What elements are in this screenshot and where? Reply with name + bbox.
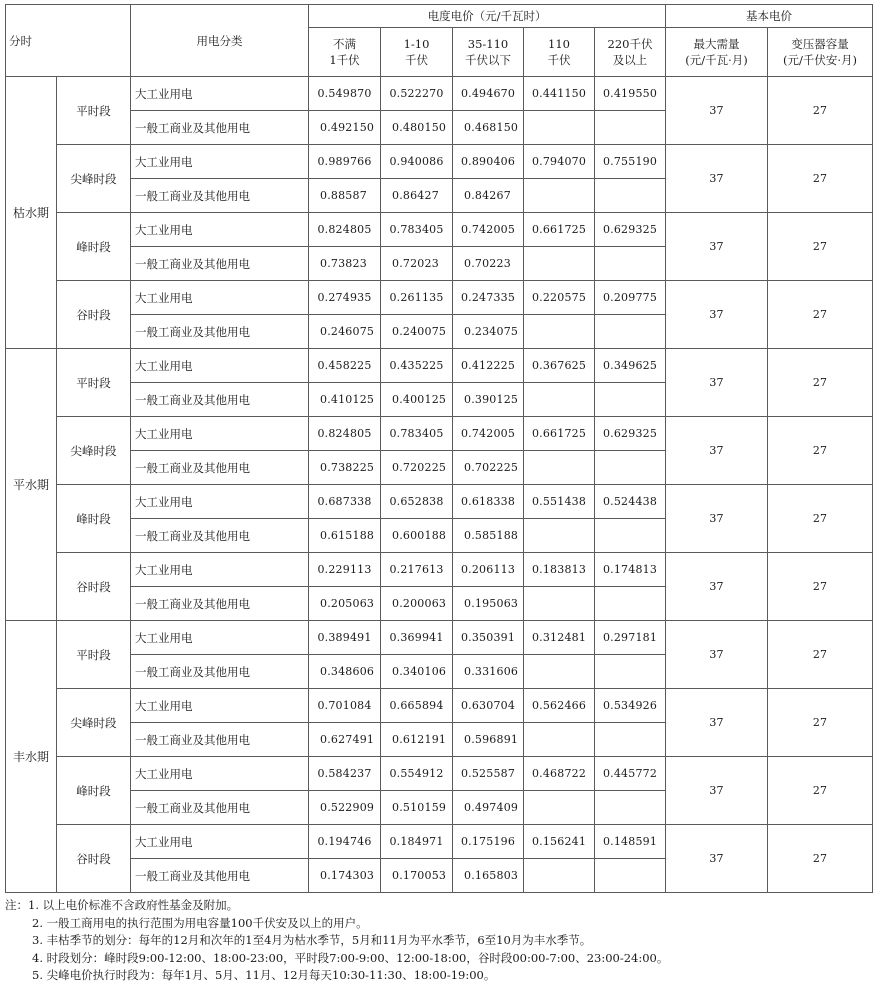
price-cell: 0.522909: [309, 791, 381, 825]
voltage-level-header: [309, 28, 381, 77]
price-cell: 0.350391: [453, 621, 524, 655]
price-cell: 0.170053: [381, 859, 453, 893]
price-cell: 0.534926: [595, 689, 666, 723]
category-label: 一般工商业及其他用电: [131, 247, 309, 281]
footnote-line: 2. 一般工商用电的执行范围为用电容量100千伏安及以上的用户。: [32, 915, 368, 930]
max-demand-price: 37: [666, 553, 768, 621]
price-cell: 0.274935: [309, 281, 381, 315]
price-cell: 0.497409: [453, 791, 524, 825]
footnote-line: 4. 时段划分：峰时段9:00-12:00、18:00-23:00，平时段7:00-9:00、12:00-18:00，谷时段00:00-7:00、23:00-24:00。: [32, 950, 669, 965]
category-label: 一般工商业及其他用电: [131, 791, 309, 825]
price-cell: 0.217613: [381, 553, 453, 587]
footnotes: [5, 897, 877, 985]
category-column-header: 用电分类: [131, 5, 309, 77]
price-cell: 0.412225: [453, 349, 524, 383]
table-row: [6, 349, 873, 383]
price-cell: [524, 451, 595, 485]
voltage-level-line1: 110: [548, 37, 570, 51]
price-cell: 0.194746: [309, 825, 381, 859]
price-cell: 0.494670: [453, 77, 524, 111]
transformer-capacity-price: 27: [768, 417, 873, 485]
period-label: 尖峰时段: [57, 417, 131, 485]
price-cell: 0.247335: [453, 281, 524, 315]
price-cell: 0.652838: [381, 485, 453, 519]
period-label: 峰时段: [57, 757, 131, 825]
price-cell: 0.525587: [453, 757, 524, 791]
price-cell: 0.742005: [453, 213, 524, 247]
price-cell: 0.195063: [453, 587, 524, 621]
max-demand-price: 37: [666, 757, 768, 825]
price-cell: [524, 383, 595, 417]
period-label: 尖峰时段: [57, 689, 131, 757]
transformer-capacity-header: [768, 28, 873, 77]
price-cell: 0.522270: [381, 77, 453, 111]
footnote-line: 注：1. 以上电价标准不含政府性基金及附加。: [5, 898, 239, 912]
period-label: 尖峰时段: [57, 145, 131, 213]
period-label: 谷时段: [57, 553, 131, 621]
price-cell: 0.510159: [381, 791, 453, 825]
category-label: 一般工商业及其他用电: [131, 179, 309, 213]
price-cell: [524, 179, 595, 213]
price-cell: 0.184971: [381, 825, 453, 859]
price-cell: 0.148591: [595, 825, 666, 859]
price-cell: [595, 519, 666, 553]
price-cell: [595, 315, 666, 349]
price-cell: [595, 723, 666, 757]
max-demand-price: 37: [666, 485, 768, 553]
period-label: 峰时段: [57, 213, 131, 281]
price-cell: 0.687338: [309, 485, 381, 519]
transformer-capacity-price: 27: [768, 213, 873, 281]
price-cell: 0.738225: [309, 451, 381, 485]
category-label: 大工业用电: [131, 553, 309, 587]
price-cell: 0.549870: [309, 77, 381, 111]
price-cell: 0.367625: [524, 349, 595, 383]
max-demand-price: 37: [666, 281, 768, 349]
price-cell: 0.596891: [453, 723, 524, 757]
voltage-level-line1: 220千伏: [607, 37, 653, 51]
price-cell: 0.480150: [381, 111, 453, 145]
max-demand-price: 37: [666, 621, 768, 689]
voltage-level-header: [381, 28, 453, 77]
period-column-header: 分时: [6, 5, 131, 77]
voltage-level-line2: 1千伏: [329, 53, 360, 67]
price-cell: 0.389491: [309, 621, 381, 655]
table-row: [6, 281, 873, 315]
table-row: [6, 553, 873, 587]
basic-col-line1: 变压器容量: [791, 37, 849, 51]
price-cell: 0.175196: [453, 825, 524, 859]
price-cell: 0.340106: [381, 655, 453, 689]
price-cell: 0.468722: [524, 757, 595, 791]
price-cell: 0.312481: [524, 621, 595, 655]
price-cell: 0.441150: [524, 77, 595, 111]
max-demand-price: 37: [666, 145, 768, 213]
price-cell: 0.665894: [381, 689, 453, 723]
max-demand-price: 37: [666, 213, 768, 281]
price-cell: 0.562466: [524, 689, 595, 723]
season-label: 丰水期: [6, 621, 57, 893]
category-label: 一般工商业及其他用电: [131, 587, 309, 621]
category-label: 一般工商业及其他用电: [131, 655, 309, 689]
transformer-capacity-price: 27: [768, 689, 873, 757]
price-cell: 0.234075: [453, 315, 524, 349]
transformer-capacity-price: 27: [768, 553, 873, 621]
price-cell: [524, 723, 595, 757]
price-cell: 0.156241: [524, 825, 595, 859]
voltage-level-header: [524, 28, 595, 77]
price-cell: [595, 587, 666, 621]
price-cell: 0.627491: [309, 723, 381, 757]
price-cell: [524, 519, 595, 553]
category-label: 一般工商业及其他用电: [131, 451, 309, 485]
table-row: [6, 77, 873, 111]
price-cell: 0.458225: [309, 349, 381, 383]
period-label: 平时段: [57, 621, 131, 689]
voltage-level-line2: 千伏: [405, 53, 428, 67]
period-label: 峰时段: [57, 485, 131, 553]
voltage-level-header: [595, 28, 666, 77]
price-cell: 0.86427: [381, 179, 453, 213]
price-cell: 0.209775: [595, 281, 666, 315]
price-cell: 0.824805: [309, 213, 381, 247]
price-cell: 0.206113: [453, 553, 524, 587]
category-label: 大工业用电: [131, 485, 309, 519]
voltage-level-header: [453, 28, 524, 77]
price-cell: 0.229113: [309, 553, 381, 587]
price-cell: 0.629325: [595, 417, 666, 451]
price-cell: [595, 451, 666, 485]
price-cell: 0.584237: [309, 757, 381, 791]
price-cell: 0.585188: [453, 519, 524, 553]
transformer-capacity-price: 27: [768, 349, 873, 417]
price-cell: 0.200063: [381, 587, 453, 621]
category-label: 一般工商业及其他用电: [131, 383, 309, 417]
footnote-line: 5. 尖峰电价执行时段为：每年1月、5月、11月、12月每天10:30-11:30、18:00-19:00。: [32, 968, 496, 982]
category-label: 大工业用电: [131, 213, 309, 247]
price-cell: 0.400125: [381, 383, 453, 417]
price-cell: 0.261135: [381, 281, 453, 315]
category-label: 一般工商业及其他用电: [131, 315, 309, 349]
table-row: [6, 825, 873, 859]
category-label: 大工业用电: [131, 349, 309, 383]
transformer-capacity-price: 27: [768, 485, 873, 553]
price-cell: [524, 859, 595, 893]
max-demand-price: 37: [666, 349, 768, 417]
max-demand-price: 37: [666, 825, 768, 893]
price-cell: [595, 791, 666, 825]
transformer-capacity-price: 27: [768, 757, 873, 825]
category-label: 一般工商业及其他用电: [131, 859, 309, 893]
basic-col-line2: (元/千瓦·月): [685, 53, 748, 67]
period-label: 平时段: [57, 349, 131, 417]
price-cell: 0.755190: [595, 145, 666, 179]
price-cell: [524, 247, 595, 281]
price-cell: 0.630704: [453, 689, 524, 723]
season-label: 枯水期: [6, 77, 57, 349]
price-cell: [595, 655, 666, 689]
price-cell: [595, 247, 666, 281]
price-cell: 0.349625: [595, 349, 666, 383]
price-cell: 0.72023: [381, 247, 453, 281]
price-cell: 0.629325: [595, 213, 666, 247]
price-cell: 0.720225: [381, 451, 453, 485]
price-cell: 0.742005: [453, 417, 524, 451]
price-cell: [524, 655, 595, 689]
price-cell: [524, 791, 595, 825]
transformer-capacity-price: 27: [768, 77, 873, 145]
tariff-table: [5, 4, 873, 893]
price-cell: 0.492150: [309, 111, 381, 145]
footnote-line: 3. 丰枯季节的划分：每年的12月和次年的1至4月为枯水季节，5月和11月为平水季节，6至10月为丰水季节。: [32, 933, 592, 947]
price-cell: 0.73823: [309, 247, 381, 281]
max-demand-price: 37: [666, 417, 768, 485]
basic-col-line1: 最大需量: [693, 37, 740, 51]
price-cell: [595, 179, 666, 213]
price-cell: 0.84267: [453, 179, 524, 213]
price-cell: 0.419550: [595, 77, 666, 111]
price-cell: 0.348606: [309, 655, 381, 689]
price-cell: 0.220575: [524, 281, 595, 315]
transformer-capacity-price: 27: [768, 621, 873, 689]
price-cell: 0.702225: [453, 451, 524, 485]
price-cell: [595, 859, 666, 893]
price-cell: 0.661725: [524, 417, 595, 451]
price-cell: 0.989766: [309, 145, 381, 179]
price-cell: [524, 111, 595, 145]
table-row: [6, 213, 873, 247]
basic-price-group-header: 基本电价: [666, 5, 873, 28]
voltage-level-line2: 及以上: [612, 53, 648, 67]
price-cell: 0.183813: [524, 553, 595, 587]
category-label: 大工业用电: [131, 689, 309, 723]
price-cell: 0.369941: [381, 621, 453, 655]
voltage-level-line1: 35-110: [467, 37, 509, 51]
price-cell: 0.174303: [309, 859, 381, 893]
category-label: 大工业用电: [131, 77, 309, 111]
price-cell: 0.297181: [595, 621, 666, 655]
table-row: [6, 621, 873, 655]
category-label: 一般工商业及其他用电: [131, 519, 309, 553]
period-label: 平时段: [57, 77, 131, 145]
period-label: 谷时段: [57, 825, 131, 893]
period-label: 谷时段: [57, 281, 131, 349]
price-cell: 0.940086: [381, 145, 453, 179]
season-label: 平水期: [6, 349, 57, 621]
price-cell: 0.661725: [524, 213, 595, 247]
transformer-capacity-price: 27: [768, 145, 873, 213]
basic-col-line2: (元/千伏安·月): [783, 53, 858, 67]
table-row: [6, 417, 873, 451]
category-label: 大工业用电: [131, 825, 309, 859]
voltage-level-line1: 1-10: [403, 37, 430, 51]
price-cell: 0.551438: [524, 485, 595, 519]
price-cell: 0.165803: [453, 859, 524, 893]
price-cell: 0.88587: [309, 179, 381, 213]
price-cell: 0.435225: [381, 349, 453, 383]
transformer-capacity-price: 27: [768, 281, 873, 349]
price-cell: [595, 111, 666, 145]
transformer-capacity-price: 27: [768, 825, 873, 893]
price-cell: 0.890406: [453, 145, 524, 179]
table-row: [6, 485, 873, 519]
price-cell: 0.331606: [453, 655, 524, 689]
category-label: 大工业用电: [131, 621, 309, 655]
price-cell: 0.240075: [381, 315, 453, 349]
category-label: 大工业用电: [131, 281, 309, 315]
voltage-level-line2: 千伏以下: [465, 53, 511, 67]
price-cell: 0.246075: [309, 315, 381, 349]
price-cell: 0.70223: [453, 247, 524, 281]
price-cell: 0.612191: [381, 723, 453, 757]
table-row: [6, 757, 873, 791]
voltage-level-line2: 千伏: [547, 53, 571, 67]
tariff-document: [5, 4, 877, 985]
category-label: 大工业用电: [131, 417, 309, 451]
price-cell: [595, 383, 666, 417]
max-demand-price: 37: [666, 689, 768, 757]
price-cell: 0.390125: [453, 383, 524, 417]
price-cell: 0.618338: [453, 485, 524, 519]
category-label: 大工业用电: [131, 757, 309, 791]
price-cell: 0.524438: [595, 485, 666, 519]
table-row: [6, 145, 873, 179]
price-cell: 0.174813: [595, 553, 666, 587]
max-demand-price: 37: [666, 77, 768, 145]
price-cell: 0.468150: [453, 111, 524, 145]
price-cell: 0.445772: [595, 757, 666, 791]
price-cell: 0.824805: [309, 417, 381, 451]
max-demand-header: [666, 28, 768, 77]
price-cell: 0.205063: [309, 587, 381, 621]
voltage-level-line1: 不满: [333, 37, 356, 51]
table-row: [6, 689, 873, 723]
energy-price-group-header: 电度电价（元/千瓦时）: [309, 5, 666, 28]
price-cell: 0.554912: [381, 757, 453, 791]
price-cell: 0.783405: [381, 417, 453, 451]
price-cell: [524, 315, 595, 349]
price-cell: 0.615188: [309, 519, 381, 553]
category-label: 大工业用电: [131, 145, 309, 179]
price-cell: 0.410125: [309, 383, 381, 417]
price-cell: 0.600188: [381, 519, 453, 553]
price-cell: [524, 587, 595, 621]
price-cell: 0.783405: [381, 213, 453, 247]
category-label: 一般工商业及其他用电: [131, 111, 309, 145]
category-label: 一般工商业及其他用电: [131, 723, 309, 757]
price-cell: 0.794070: [524, 145, 595, 179]
price-cell: 0.701084: [309, 689, 381, 723]
